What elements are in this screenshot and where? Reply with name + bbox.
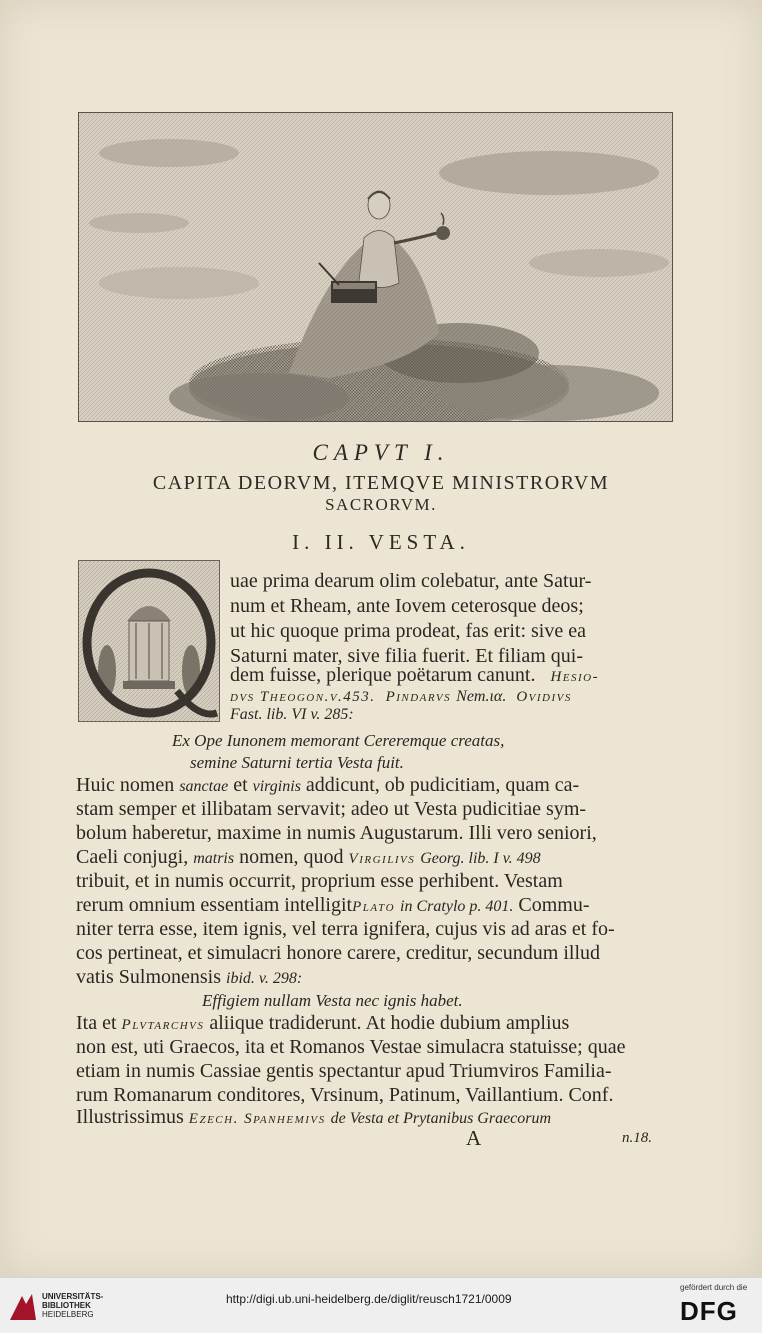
text-line: Ita et Plvtarchvs aliique tradiderunt. At hodie dubium amplius bbox=[76, 1012, 570, 1034]
author-spanheim: Ezech. Spanhemivs bbox=[188, 1111, 326, 1127]
chapter-number: CAPVT I. bbox=[312, 440, 450, 465]
text-line: tribuit, et in numis occurrit, proprium esse perhibent. Vestam bbox=[76, 870, 563, 892]
text-line: cos pertineat, et simulacri honore carere, creditur, secundum illud bbox=[76, 942, 600, 964]
text-line: uae prima dearum olim colebatur, ante Satur- bbox=[230, 570, 592, 592]
text-line: bolum haberetur, maxime in numis Augustarum. Illi vero seniori, bbox=[76, 822, 597, 844]
text-line: ut hic quoque prima prodeat, fas erit: sive ea bbox=[230, 620, 586, 642]
text-line: Saturni mater, sive filia fuerit. Et filiam qui- bbox=[230, 645, 583, 667]
decorated-initial-q bbox=[78, 560, 220, 722]
text-line: niter terra esse, item ignis, vel terra ignifera, cujus vis ad aras et fo- bbox=[76, 918, 615, 940]
text-line: vatis Sulmonensis ibid. v. 298: bbox=[76, 966, 303, 988]
author-pindar: Pindarvs bbox=[385, 689, 452, 705]
text-line: rum Romanarum conditores, Vrsinum, Patinum, Vaillantium. Conf. bbox=[76, 1084, 614, 1106]
author-hesiod: Hesio- bbox=[550, 669, 600, 685]
text-line: stam semper et illibatam servavit; adeo ut Vesta pudicitiae sym- bbox=[76, 798, 587, 820]
verse-line: Effigiem nullam Vesta nec ignis habet. bbox=[202, 991, 463, 1010]
author-virgil: Virgilivs bbox=[348, 851, 416, 867]
author-plato: Plato bbox=[352, 899, 396, 915]
permalink-url[interactable]: http://digi.ub.uni-heidelberg.de/diglit/reusch1721/0009 bbox=[226, 1292, 512, 1306]
funding-note: gefördert durch die bbox=[680, 1283, 748, 1292]
text-line: Illustrissimus Ezech. Spanhemivs de Vesta et Prytanibus Graecorum bbox=[76, 1106, 552, 1128]
text-line: Caeli conjugi, matris nomen, quod Virgilivs Georg. lib. I v. 498 bbox=[76, 846, 541, 868]
text-line: rerum omnium essentiam intelligitPlato in Cratylo p. 401. Commu- bbox=[76, 894, 590, 916]
text-line: Fast. lib. VI v. 285: bbox=[230, 706, 354, 723]
text-line: num et Rheam, ante Iovem ceterosque deos; bbox=[230, 595, 584, 617]
signature-mark: A bbox=[466, 1126, 482, 1150]
author-ovid: Ovidivs bbox=[516, 689, 572, 705]
text-line: dem fuisse, plerique poëtarum canunt. Hesio- bbox=[230, 664, 600, 686]
text-line: Huic nomen sanctae et virginis addicunt, ob pudicitiam, quam ca- bbox=[76, 774, 580, 796]
author-plutarch: Plvtarchvs bbox=[121, 1017, 205, 1033]
text-line: dvs Theogon.v.453. Pindarvs Nem.ια. Ovidivs bbox=[230, 688, 572, 705]
chapter-title-line1: CAPITA DEORVM, ITEMQVE MINISTRORVM bbox=[152, 472, 610, 494]
library-mark-icon bbox=[8, 1290, 38, 1324]
text-line: etiam in numis Cassiae gentis spectantur apud Triumviros Familia- bbox=[76, 1060, 612, 1082]
engraving-vesta-on-clouds bbox=[78, 112, 673, 422]
library-logo[interactable] bbox=[8, 1286, 118, 1326]
verse-line: semine Saturni tertia Vesta fuit. bbox=[190, 753, 404, 772]
catchword: n.18. bbox=[622, 1130, 652, 1146]
verse-line: Ex Ope Iunonem memorant Cereremque creatas, bbox=[172, 731, 505, 750]
text-line: non est, uti Graecos, ita et Romanos Vestae simulacra statuisse; quae bbox=[76, 1036, 626, 1058]
section-heading: I. II. VESTA. bbox=[292, 530, 470, 554]
library-name: UNIVERSITÄTS- BIBLIOTHEK HEIDELBERG bbox=[42, 1292, 104, 1319]
dfg-logo[interactable]: DFG bbox=[680, 1296, 738, 1326]
chapter-title-line2: SACRORVM. bbox=[325, 495, 437, 514]
